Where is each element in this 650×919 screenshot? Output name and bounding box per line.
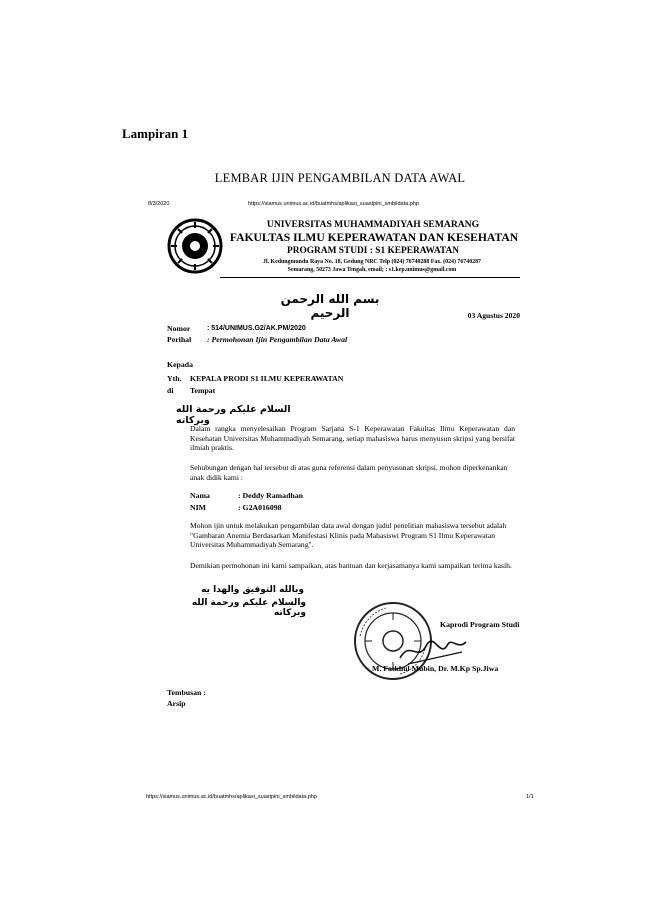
nim-label: NIM (190, 503, 207, 512)
signer-title: Kaprodi Program Studi (440, 620, 520, 629)
paragraph-research-title: Mohon ijin untuk melakukan pengambilan data awal dengan judul penelitian mahasiswa tersebut adalah "Gambaran Anemia Berdasarkan Manifestasi Klinis pada Mahasiswi Program S1 Ilmu Keperawatan Universitas Muhammadiyah Semarang". (190, 521, 507, 550)
nama-label: Nama (190, 491, 210, 500)
letterhead-university: UNIVERSITAS MUHAMMADIYAH SEMARANG (266, 219, 480, 230)
nomor-label: Nomor (167, 324, 191, 333)
perihal-label: Perihal (167, 335, 192, 344)
footer-page-number: 1/1 (526, 794, 534, 800)
perihal-value: : Permohonan Ijin Pengambilan Data Awal (207, 335, 348, 344)
university-seal-logo (167, 218, 223, 274)
letterhead-program: PROGRAM STUDI : S1 KEPERAWATAN (286, 246, 460, 256)
page-title: LEMBAR IJIN PENGAMBILAN DATA AWAL (214, 171, 466, 185)
salam-opening: السلام عليكم ورحمة الله وبركاته (176, 404, 291, 426)
letterhead-faculty: FAKULTAS ILMU KEPERAWATAN DAN KESEHATAN (229, 231, 519, 244)
paragraph-request: Sehubungan dengan hal tersebut di atas guna referensi dalam penyusunan skripsi, mohon diperkenankan anak didik kami : (190, 463, 508, 482)
nama-value: : Deddy Ramadhan (238, 491, 303, 500)
kepada-label: Kepada (167, 360, 193, 369)
letterhead-email: Semarang, 50273 Jawa Tengah, email; : s1.kep.unimus@gmail.com (287, 267, 457, 273)
letterhead-divider (220, 277, 520, 278)
yth-label: Yth. (167, 374, 182, 383)
footer-url: https://siamus.unimus.ac.id/buatmhs/aplikasi_suastpini_smbildata.php (146, 794, 317, 800)
recipient-place: Tempat (190, 386, 216, 395)
paragraph-closing: Demikian permohonan ini kami sampaikan, atas bantuan dan kerjasamanya kami sampaikan terima kasih. (190, 561, 512, 570)
closing-arabic-2: والسلام عليكم ورحمة الله وبركاته (191, 598, 306, 618)
nim-value: : G2A016098 (238, 503, 282, 512)
print-date: 8/3/2020 (148, 201, 170, 207)
closing-arabic-1: وبالله التوفيق والهدا يه (201, 585, 304, 595)
recipient-title: KEPALA PRODI S1 ILMU KEPERAWATAN (190, 374, 344, 383)
nomor-value: : 514/UNIMUS.G2/AK.PM/2020 (207, 325, 306, 332)
di-label: di (167, 386, 174, 395)
print-url: https://siamus.unimus.ac.id/buatmhs/aplikasi_suastpini_smbildata.php (248, 201, 419, 207)
letterhead-address: Jl. Kedungmundu Raya No. 18, Gedung NRC Telp (024) 76740288 Fax. (024) 76740287 (263, 259, 481, 265)
appendix-label: Lampiran 1 (122, 126, 189, 141)
paragraph-purpose: Dalam rangka menyelesaikan Program Sarjana S-1 Keperawatan Fakultas Ilmu Keperawatan dan Kesehatan Universitas Muhammadiyah Semarang, setiap mahasiswa harus menyusun skripsi yang bersifat ilmiah praktis. (190, 424, 515, 453)
arsip-label: Arsip (167, 699, 186, 708)
bismillah: بسم الله الرحمن الرحيم (280, 292, 380, 320)
tembusan-label: Tembusan : (167, 688, 206, 697)
letter-date: 03 Agustus 2020 (467, 311, 520, 320)
signer-name: M. Fatkhul Mubin, Dr. M.Kp Sp.Jiwa (372, 664, 499, 673)
